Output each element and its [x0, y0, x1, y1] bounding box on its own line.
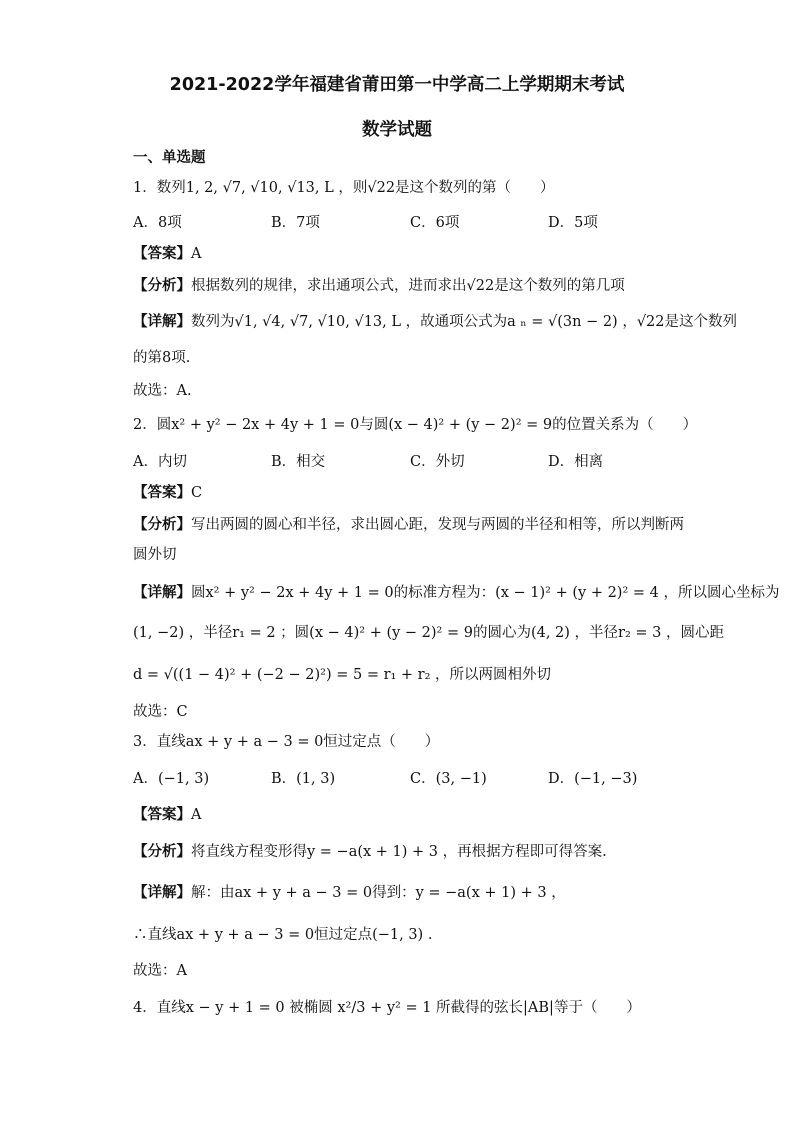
- q3-detail-line-2: ∴直线ax + y + a − 3 = 0恒过定点(−1, 3) .: [133, 927, 433, 943]
- q2-analysis-line-2: 圆外切: [133, 547, 177, 563]
- q1-option-a: A．8项: [133, 215, 182, 231]
- q2-select: 故选：C: [133, 704, 188, 720]
- q1-option-d: D．5项: [548, 215, 598, 231]
- q1-detail-line-1: [133, 312, 737, 332]
- q3-stem: 3．直线ax + y + a − 3 = 0恒过定点（ ）: [133, 734, 440, 750]
- q2-option-c: C．外切: [410, 454, 465, 470]
- document-title: 2021-2022学年福建省莆田第一中学高二上学期期末考试: [169, 75, 625, 95]
- section-heading: 一、单选题: [133, 150, 206, 166]
- analysis-tag: 【分析】: [133, 517, 191, 533]
- q3-option-a: A．(−1, 3): [133, 771, 210, 787]
- detail-text: 数列为√1, √4, √7, √10, √13, L ，故通项公式为a ₙ = √(3n − 2) ，√22是这个数列: [191, 314, 738, 330]
- analysis-tag: 【分析】: [133, 844, 191, 860]
- q2-option-d: D．相离: [548, 454, 604, 470]
- q1-detail-line-2: 的第8项.: [133, 350, 191, 366]
- q2-analysis-line-1: [133, 515, 684, 535]
- answer-value: C: [191, 485, 203, 501]
- answer-tag: 【答案】: [133, 485, 191, 501]
- analysis-text: 写出两圆的圆心和半径，求出圆心距，发现与两圆的半径和相等，所以判断两: [191, 517, 684, 533]
- answer-value: A: [191, 246, 202, 262]
- answer-tag: 【答案】: [133, 246, 191, 262]
- q1-option-c: C．6项: [410, 215, 460, 231]
- q1-stem: 1．数列1, 2, √7, √10, √13, L ，则√22是这个数列的第（ ）: [133, 180, 555, 196]
- q2-option-b: B．相交: [271, 454, 326, 470]
- q2-stem: 2．圆x² + y² − 2x + 4y + 1 = 0与圆(x − 4)² + (y − 2)² = 9的位置关系为（ ）: [133, 417, 698, 433]
- q3-option-d: D．(−1, −3): [548, 771, 638, 787]
- q2-option-a: A．内切: [133, 454, 187, 470]
- q2-detail-line-2: (1, −2) ，半径r₁ = 2 ；圆(x − 4)² + (y − 2)² = 9的圆心为(4, 2) ，半径r₂ = 3 ，圆心距: [133, 625, 724, 641]
- analysis-tag: 【分析】: [133, 278, 191, 294]
- q1-answer: [133, 244, 201, 264]
- q1-select: 故选：A.: [133, 383, 192, 399]
- q2-answer: [133, 483, 202, 503]
- detail-tag: 【详解】: [133, 585, 191, 601]
- answer-tag: 【答案】: [133, 807, 191, 823]
- q3-option-b: B．(1, 3): [271, 771, 336, 787]
- document-subtitle: 数学试题: [362, 120, 432, 140]
- q3-select: 故选：A: [133, 963, 187, 979]
- q1-analysis: [133, 276, 625, 296]
- detail-text: 解：由ax + y + a − 3 = 0得到：y = −a(x + 1) + 3 ，: [191, 885, 566, 901]
- analysis-text: 将直线方程变形得y = −a(x + 1) + 3 ，再根据方程即可得答案.: [191, 844, 607, 860]
- q3-detail-line-1: [133, 883, 566, 903]
- q1-option-b: B．7项: [271, 215, 320, 231]
- detail-text: 圆x² + y² − 2x + 4y + 1 = 0的标准方程为：(x − 1)² + (y + 2)² = 4 ，所以圆心坐标为: [191, 585, 780, 601]
- q2-detail-line-3: d = √((1 − 4)² + (−2 − 2)²) = 5 = r₁ + r₂ ，所以两圆相外切: [133, 667, 552, 683]
- q4-stem: 4．直线x − y + 1 = 0 被椭圆 x²/3 + y² = 1 所截得的弦长|AB|等于（ ）: [133, 1000, 641, 1016]
- detail-tag: 【详解】: [133, 314, 191, 330]
- answer-value: A: [191, 807, 202, 823]
- analysis-text: 根据数列的规律，求出通项公式，进而求出√22是这个数列的第几项: [191, 278, 625, 294]
- q2-detail-line-1: [133, 583, 779, 603]
- q3-answer: [133, 805, 201, 825]
- q3-analysis: [133, 842, 607, 862]
- detail-tag: 【详解】: [133, 885, 191, 901]
- q3-option-c: C．(3, −1): [410, 771, 487, 787]
